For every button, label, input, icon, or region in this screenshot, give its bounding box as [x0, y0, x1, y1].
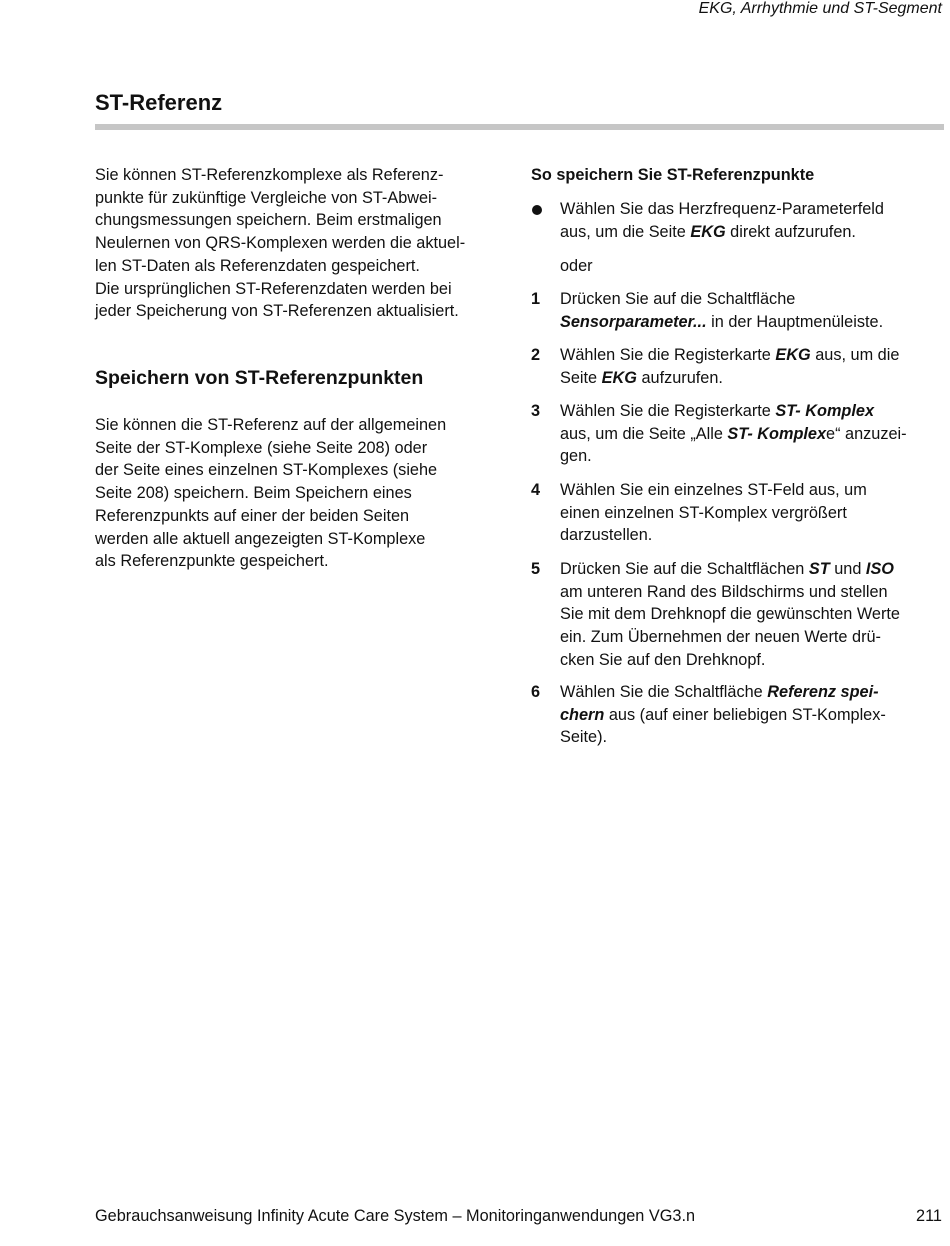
step-text — [560, 400, 946, 468]
ui-term-emphasis: Sensorparameter... — [560, 312, 707, 331]
text-line: Sie können ST-Referenzkomplexe als Referenz- — [95, 166, 444, 184]
text-line — [560, 311, 946, 334]
ui-term-emphasis: ISO — [865, 560, 894, 578]
text-run: Wählen Sie die Registerkarte — [560, 402, 776, 420]
step-text — [560, 558, 946, 672]
text-run: Wählen Sie die Registerkarte — [560, 346, 776, 364]
ui-term-emphasis: chern — [560, 705, 605, 724]
text-line: als Referenzpunkte gespeichert. — [95, 552, 329, 571]
procedure-step — [531, 344, 946, 389]
footer-document-title: Gebrauchsanweisung Infinity Acute Care System – Monitoringanwendungen VG3.n — [95, 1207, 696, 1225]
step-text — [560, 344, 946, 389]
text-run: aus (auf einer beliebigen ST-Komplex- — [604, 705, 886, 724]
text-line: Die ursprünglichen ST-Referenzdaten werden bei — [95, 279, 452, 298]
text-run: und — [829, 560, 866, 578]
text-run: aus, um die Seite — [560, 222, 691, 241]
text-line: Sie mit dem Drehknopf die gewünschten Werte — [560, 605, 900, 624]
ui-term-emphasis: EKG — [690, 222, 726, 241]
left-column — [95, 164, 515, 571]
text-line: cken Sie auf den Drehknopf. — [560, 650, 766, 669]
procedure-step — [531, 681, 946, 749]
text-line: Drücken Sie auf die Schaltfläche — [560, 290, 796, 308]
text-line — [560, 367, 946, 390]
running-header: EKG, Arrhythmie und ST-Segment — [698, 0, 942, 17]
bullet-icon — [532, 205, 542, 215]
text-line: punkte für zukünftige Vergleiche von ST-Abwei- — [95, 188, 438, 207]
subsection-heading: Speichern von ST-Referenzpunkten — [95, 367, 424, 389]
procedure-step — [531, 288, 946, 333]
ui-term-emphasis: ST — [808, 560, 830, 578]
step-number: 2 — [531, 346, 541, 364]
ui-term-emphasis: ST- Komplex — [727, 424, 827, 443]
text-line: Wählen Sie das Herzfrequenz-Parameterfeld — [560, 200, 884, 218]
text-line: der Seite eines einzelnen ST-Komplexes (siehe — [95, 461, 438, 480]
text-line: Sie können die ST-Referenz auf der allgemeinen — [95, 416, 447, 434]
text-line — [560, 423, 946, 446]
procedure-step — [531, 479, 946, 547]
text-run: in der Hauptmenüleiste. — [706, 312, 884, 331]
text-line: len ST-Daten als Referenzdaten gespeichert. — [95, 256, 420, 275]
text-line: chungsmessungen speichern. Beim erstmaligen — [95, 211, 442, 230]
text-run: e“ anzuzei- — [826, 424, 907, 443]
step-number: 5 — [531, 560, 541, 578]
text-line — [560, 681, 946, 704]
text-line: am unteren Rand des Bildschirms und stellen — [560, 582, 888, 601]
text-line: Seite 208) speichern. Beim Speichern eines — [95, 484, 412, 503]
page-number: 211 — [916, 1207, 942, 1225]
text-run: Seite — [560, 368, 602, 387]
step-text — [560, 255, 946, 278]
text-line: Seite der ST-Komplexe (siehe Seite 208) oder — [95, 438, 428, 457]
step-text — [560, 288, 946, 333]
text-line — [560, 400, 946, 423]
text-line: Seite). — [560, 728, 608, 747]
step-number: 4 — [531, 481, 541, 499]
procedure-heading: So speichern Sie ST-Referenzpunkte — [531, 166, 815, 184]
text-line — [560, 344, 946, 367]
text-run: direkt aufzurufen. — [725, 222, 856, 241]
text-line — [560, 221, 946, 244]
text-line: darzustellen. — [560, 526, 653, 545]
procedure-bullet-item — [531, 198, 946, 243]
right-column — [531, 164, 946, 747]
procedure-step — [531, 558, 946, 672]
text-line — [560, 558, 946, 581]
text-line: Wählen Sie ein einzelnes ST-Feld aus, um — [560, 481, 867, 499]
intro-paragraph — [95, 164, 515, 323]
text-run: Wählen Sie die Schaltfläche — [560, 683, 768, 701]
section-title: ST-Referenz — [95, 90, 223, 115]
text-line: jeder Speicherung von ST-Referenzen aktualisiert. — [95, 302, 459, 321]
text-line — [560, 704, 946, 727]
text-line: gen. — [560, 447, 592, 466]
step-text — [560, 681, 946, 749]
text-line: oder — [560, 257, 593, 275]
or-text — [531, 255, 946, 278]
ui-term-emphasis: Referenz spei- — [767, 683, 879, 701]
subsection-paragraph — [95, 414, 446, 573]
text-line: ein. Zum Übernehmen der neuen Werte drü- — [560, 628, 881, 647]
text-run: aufzurufen. — [636, 368, 723, 387]
ui-term-emphasis: EKG — [775, 346, 811, 364]
text-run: aus, um die — [810, 346, 900, 364]
procedure-step — [531, 400, 946, 468]
text-line: Neulernen von QRS-Komplexen werden die aktuel- — [95, 234, 466, 253]
text-line: Referenzpunkts auf einer der beiden Seiten — [95, 506, 410, 525]
ui-term-emphasis: EKG — [601, 368, 637, 387]
text-run: Drücken Sie auf die Schaltflächen — [560, 560, 809, 578]
text-line: werden alle aktuell angezeigten ST-Komplexe — [95, 529, 426, 548]
text-run: aus, um die Seite „Alle — [560, 424, 728, 443]
step-number: 1 — [531, 290, 541, 308]
step-number: 6 — [531, 683, 541, 701]
text-line: einen einzelnen ST-Komplex vergrößert — [560, 503, 847, 522]
ui-term-emphasis: ST- Komplex — [775, 402, 874, 420]
step-text — [560, 479, 946, 547]
step-text — [560, 198, 946, 243]
step-number: 3 — [531, 402, 541, 420]
title-rule — [95, 124, 944, 130]
